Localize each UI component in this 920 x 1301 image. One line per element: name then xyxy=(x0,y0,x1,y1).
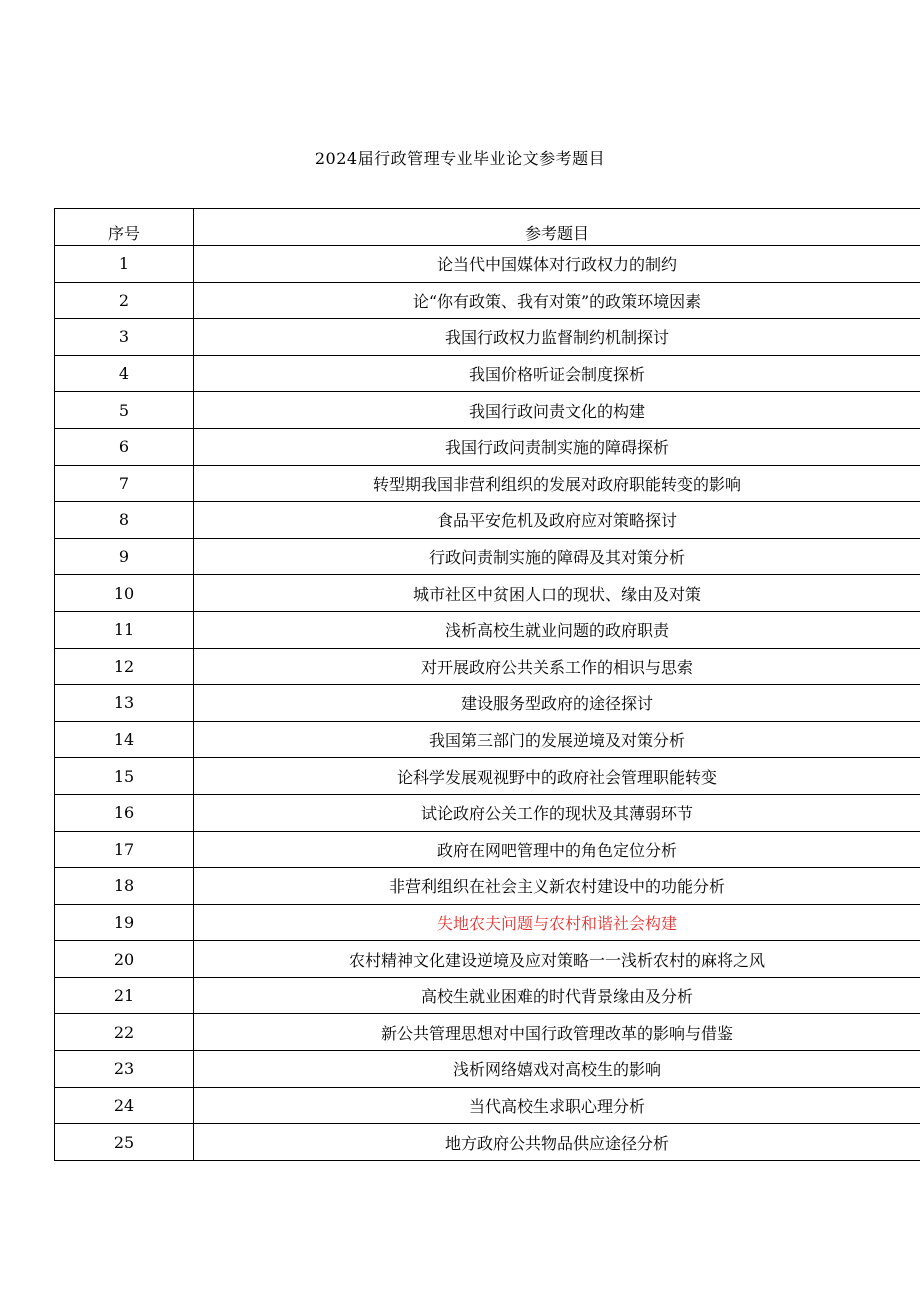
row-topic: 农村精神文化建设逆境及应对策略一一浅析农村的麻将之风 xyxy=(194,941,920,978)
table-row xyxy=(55,1087,920,1124)
row-topic: 论“你有政策、我有对策”的政策环境因素 xyxy=(194,282,920,319)
row-number: 25 xyxy=(55,1124,194,1161)
row-topic: 我国行政问责制实施的障碍探析 xyxy=(194,428,920,465)
header-topic: 参考题目 xyxy=(194,209,920,246)
table-header-row xyxy=(55,209,920,246)
row-number: 9 xyxy=(55,538,194,575)
table-row xyxy=(55,538,920,575)
row-number: 4 xyxy=(55,355,194,392)
row-topic: 浅析高校生就业问题的政府职责 xyxy=(194,611,920,648)
row-topic: 政府在网吧管理中的角色定位分析 xyxy=(194,831,920,868)
table-row xyxy=(55,904,920,941)
table-row xyxy=(55,758,920,795)
table-row xyxy=(55,648,920,685)
row-topic: 非营利组织在社会主义新农村建设中的功能分析 xyxy=(194,868,920,905)
row-topic: 论当代中国媒体对行政权力的制约 xyxy=(194,246,920,283)
row-topic: 论科学发展观视野中的政府社会管理职能转变 xyxy=(194,758,920,795)
row-topic: 转型期我国非营利组织的发展对政府职能转变的影响 xyxy=(194,465,920,502)
row-number: 23 xyxy=(55,1051,194,1088)
row-number: 15 xyxy=(55,758,194,795)
row-topic: 我国行政权力监督制约机制探讨 xyxy=(194,319,920,356)
row-number: 17 xyxy=(55,831,194,868)
table-row xyxy=(55,1014,920,1051)
row-number: 8 xyxy=(55,502,194,539)
row-topic: 对开展政府公共关系工作的相识与思索 xyxy=(194,648,920,685)
table-row xyxy=(55,977,920,1014)
row-number: 20 xyxy=(55,941,194,978)
row-number: 12 xyxy=(55,648,194,685)
table-row xyxy=(55,319,920,356)
row-number: 13 xyxy=(55,685,194,722)
document-title: 2024届行政管理专业毕业论文参考题目 xyxy=(314,149,606,168)
row-number: 11 xyxy=(55,611,194,648)
table-row xyxy=(55,831,920,868)
table-row xyxy=(55,721,920,758)
row-number: 5 xyxy=(55,392,194,429)
row-topic: 城市社区中贫困人口的现状、缘由及对策 xyxy=(194,575,920,612)
row-number: 10 xyxy=(55,575,194,612)
table-row xyxy=(55,941,920,978)
table-row xyxy=(55,502,920,539)
row-topic: 我国价格听证会制度探析 xyxy=(194,355,920,392)
row-number: 1 xyxy=(55,246,194,283)
row-topic: 高校生就业困难的时代背景缘由及分析 xyxy=(194,977,920,1014)
row-number: 18 xyxy=(55,868,194,905)
header-number: 序号 xyxy=(55,209,194,246)
row-topic: 试论政府公关工作的现状及其薄弱环节 xyxy=(194,794,920,831)
topic-table xyxy=(54,208,920,1161)
table-body xyxy=(55,246,920,1161)
row-topic: 我国第三部门的发展逆境及对策分析 xyxy=(194,721,920,758)
row-number: 2 xyxy=(55,282,194,319)
row-topic: 当代高校生求职心理分析 xyxy=(194,1087,920,1124)
row-number: 16 xyxy=(55,794,194,831)
table-row xyxy=(55,685,920,722)
table-row xyxy=(55,246,920,283)
row-number: 3 xyxy=(55,319,194,356)
table-row xyxy=(55,282,920,319)
table-row xyxy=(55,392,920,429)
row-topic: 食品平安危机及政府应对策略探讨 xyxy=(194,502,920,539)
row-topic: 行政问责制实施的障碍及其对策分析 xyxy=(194,538,920,575)
row-number: 24 xyxy=(55,1087,194,1124)
table-row xyxy=(55,465,920,502)
row-topic: 我国行政问责文化的构建 xyxy=(194,392,920,429)
table-row xyxy=(55,1051,920,1088)
table-row xyxy=(55,1124,920,1161)
row-number: 21 xyxy=(55,977,194,1014)
table-row xyxy=(55,575,920,612)
row-number: 7 xyxy=(55,465,194,502)
row-topic: 浅析网络嬉戏对高校生的影响 xyxy=(194,1051,920,1088)
row-topic: 新公共管理思想对中国行政管理改革的影响与借鉴 xyxy=(194,1014,920,1051)
row-number: 14 xyxy=(55,721,194,758)
table-row xyxy=(55,355,920,392)
row-topic: 地方政府公共物品供应途径分析 xyxy=(194,1124,920,1161)
row-topic: 建设服务型政府的途径探讨 xyxy=(194,685,920,722)
row-number: 6 xyxy=(55,428,194,465)
table-row xyxy=(55,794,920,831)
row-number: 19 xyxy=(55,904,194,941)
row-number: 22 xyxy=(55,1014,194,1051)
table-row xyxy=(55,611,920,648)
table-row xyxy=(55,868,920,905)
table-row xyxy=(55,428,920,465)
row-topic: 失地农夫问题与农村和谐社会构建 xyxy=(194,904,920,941)
